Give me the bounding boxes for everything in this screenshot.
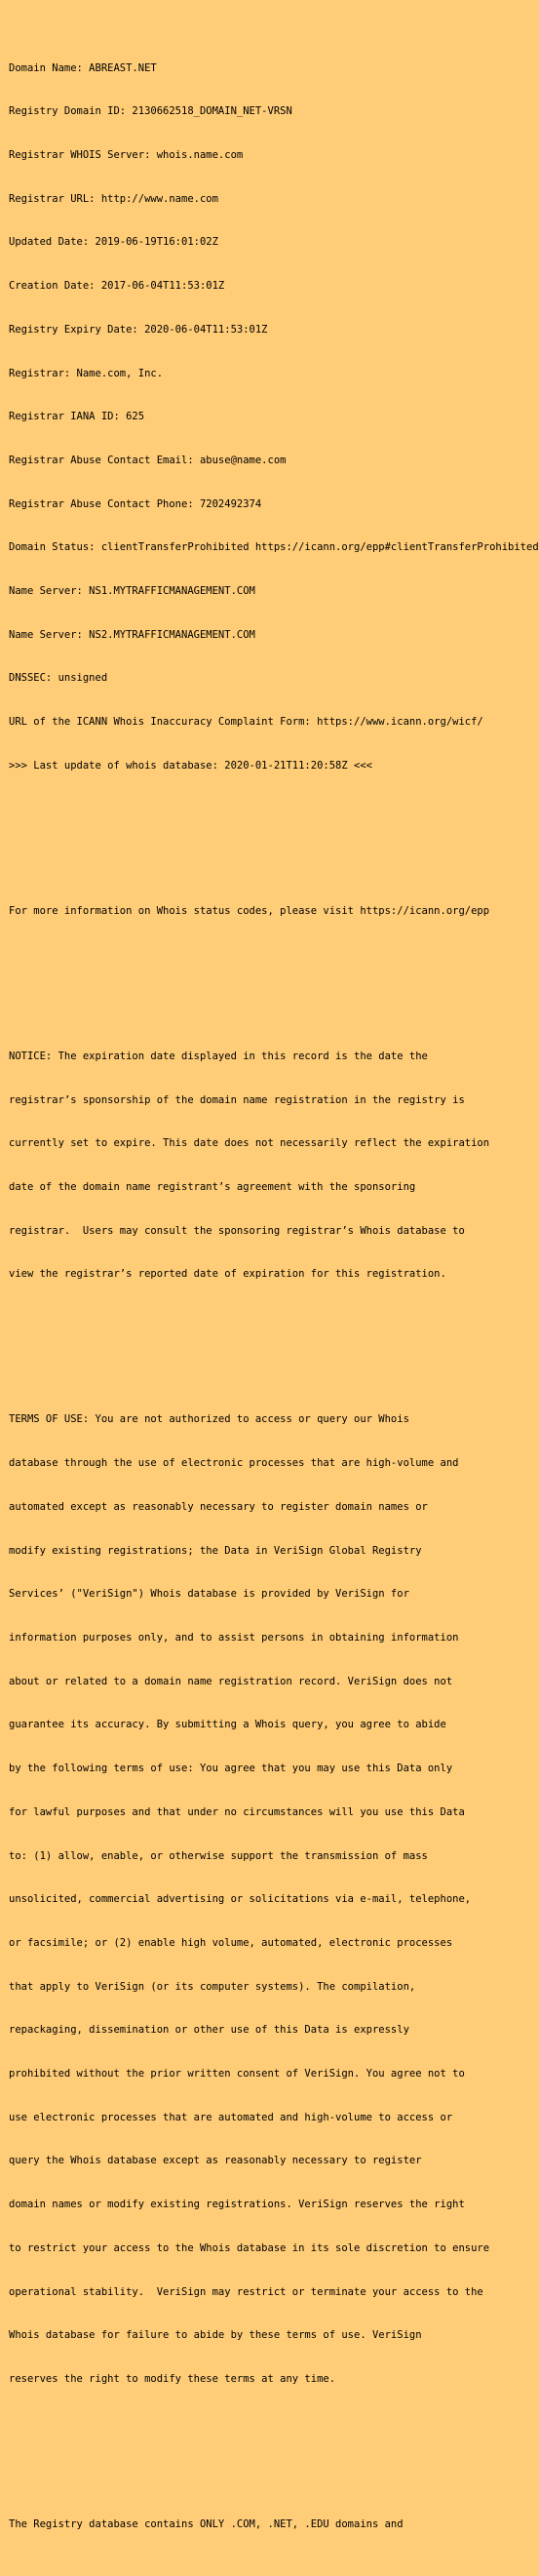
terms-line: modify existing registrations; the Data in VeriSign Global Registry — [9, 1544, 422, 1557]
record-line-domain-name: Domain Name: ABREAST.NET — [9, 61, 157, 74]
notice-line: view the registrar’s reported date of expiration for this registration. — [9, 1268, 446, 1281]
record-line-creation-date: Creation Date: 2017-06-04T11:53:01Z — [9, 280, 225, 293]
record-section — [9, 32, 539, 803]
terms-line: domain names or modify existing registrations. VeriSign reserves the right — [9, 2199, 465, 2211]
terms-line: prohibited without the prior written consent of VeriSign. You agree not to — [9, 2068, 465, 2081]
status-info-section — [9, 875, 527, 948]
terms-line: that apply to VeriSign (or its computer systems). The compilation, — [9, 1980, 416, 1993]
notice-line: date of the domain name registrant’s agreement with the sponsoring — [9, 1181, 416, 1194]
terms-line: Services’ ("VeriSign") Whois database is provided by VeriSign for — [9, 1588, 409, 1601]
terms-line: TERMS OF USE: You are not authorized to access or query our Whois — [9, 1413, 409, 1426]
terms-line: query the Whois database except as reasonably necessary to register — [9, 2155, 422, 2167]
blank-line — [9, 2444, 527, 2459]
record-line-name-server-2: Name Server: NS2.MYTRAFFICMANAGEMENT.COM — [9, 628, 255, 641]
record-line-last-update: >>> Last update of whois database: 2020-01-21T11:20:58Z <<< — [9, 759, 372, 772]
terms-line: guarantee its accuracy. By submitting a Whois query, you agree to abide — [9, 1719, 446, 1731]
record-line-registry-domain-id: Registry Domain ID: 2130662518_DOMAIN_NET-VRSN — [9, 105, 292, 118]
record-line-updated-date: Updated Date: 2019-06-19T16:01:02Z — [9, 236, 218, 249]
terms-line: information purposes only, and to assist persons in obtaining information — [9, 1632, 459, 1644]
terms-line: operational stability. VeriSign may restrict or terminate your access to the — [9, 2285, 483, 2298]
registry-info-line: The Registry database contains ONLY .COM, .NET, .EDU domains and — [9, 2517, 404, 2530]
record-line-registrar-iana-id: Registrar IANA ID: 625 — [9, 411, 145, 423]
terms-line: to restrict your access to the Whois database in its sole discretion to ensure — [9, 2241, 490, 2254]
terms-line: about or related to a domain name registration record. VeriSign does not — [9, 1675, 453, 1687]
record-line-abuse-email: Registrar Abuse Contact Email: abuse@name.com — [9, 454, 287, 466]
notice-line: NOTICE: The expiration date displayed in this record is the date the — [9, 1050, 428, 1062]
notice-line: currently set to expire. This date does not necessarily reflect the expiration — [9, 1137, 490, 1150]
status-info-line: For more information on Whois status codes, please visit https://icann.org/epp — [9, 904, 490, 917]
terms-line: for lawful purposes and that under no circumstances will you use this Data — [9, 1805, 465, 1818]
record-line-dnssec: DNSSEC: unsigned — [9, 672, 108, 685]
blank-line — [9, 831, 527, 846]
record-line-domain-status: Domain Status: clientTransferProhibited https://icann.org/epp#clientTransferProhibited — [9, 541, 539, 554]
terms-section — [9, 1384, 527, 2416]
terms-line: by the following terms of use: You agree that you may use this Data only — [9, 1763, 453, 1775]
record-line-registry-expiry-date: Registry Expiry Date: 2020-06-04T11:53:01Z — [9, 323, 268, 336]
registry-info-section — [9, 2488, 527, 2561]
terms-line: or facsimile; or (2) enable high volume, automated, electronic processes — [9, 1936, 453, 1949]
blank-line — [9, 976, 527, 991]
terms-line: reserves the right to modify these terms at any time. — [9, 2372, 336, 2385]
terms-line: database through the use of electronic processes that are high-volume and — [9, 1457, 459, 1470]
terms-line: repackaging, dissemination or other use of this Data is expressly — [9, 2024, 409, 2037]
record-line-registrar: Registrar: Name.com, Inc. — [9, 367, 164, 379]
terms-line: automated except as reasonably necessary to register domain names or — [9, 1500, 428, 1513]
record-line-abuse-phone: Registrar Abuse Contact Phone: 7202492374 — [9, 497, 262, 510]
record-line-name-server-1: Name Server: NS1.MYTRAFFICMANAGEMENT.COM — [9, 585, 255, 598]
record-line-registrar-url: Registrar URL: http://www.name.com — [9, 192, 218, 205]
blank-line — [9, 1340, 527, 1355]
record-line-icann-complaint-url: URL of the ICANN Whois Inaccuracy Complaint Form: https://www.icann.org/wicf/ — [9, 716, 483, 729]
terms-line: Whois database for failure to abide by these terms of use. VeriSign — [9, 2329, 422, 2342]
notice-section — [9, 1020, 527, 1311]
notice-line: registrar’s sponsorship of the domain name registration in the registry is — [9, 1093, 465, 1106]
terms-line: to: (1) allow, enable, or otherwise support the transmission of mass — [9, 1849, 428, 1862]
notice-line: registrar. Users may consult the sponsoring registrar’s Whois database to — [9, 1224, 465, 1237]
record-line-registrar-whois-server: Registrar WHOIS Server: whois.name.com — [9, 149, 244, 162]
terms-line: use electronic processes that are automated and high-volume to access or — [9, 2111, 453, 2123]
terms-line: unsolicited, commercial advertising or solicitations via e-mail, telephone, — [9, 1893, 472, 1906]
